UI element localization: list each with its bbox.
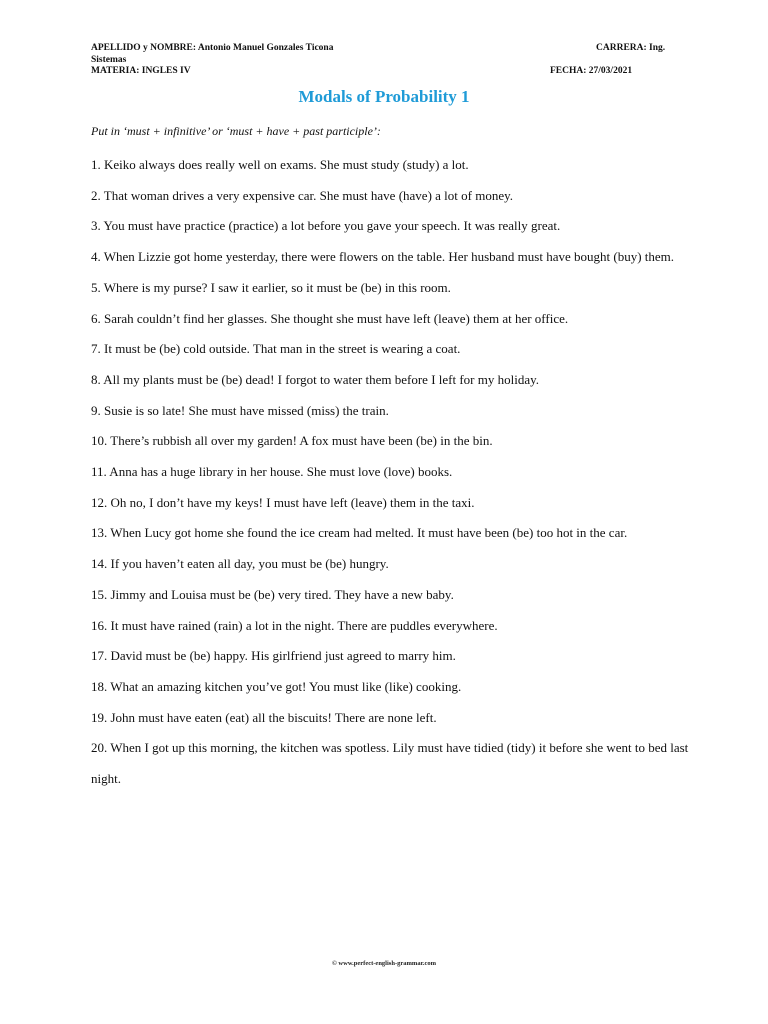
exercise-item: 5. Where is my purse? I saw it earlier, so it must be (be) in this room.	[91, 279, 451, 295]
exercise-item: 16. It must have rained (rain) a lot in the night. There are puddles everywhere.	[91, 617, 498, 633]
date-label: FECHA: 27/03/2021	[550, 66, 633, 76]
exercise-item: 6. Sarah couldn’t find her glasses. She thought she must have left (leave) them at her office.	[91, 310, 569, 326]
student-name: APELLIDO y NOMBRE: Antonio Manuel Gonzales Ticona	[91, 43, 334, 53]
exercise-item: 19. John must have eaten (eat) all the biscuits! There are none left.	[91, 709, 437, 725]
exercise-item: 18. What an amazing kitchen you’ve got! You must like (like) cooking.	[91, 678, 462, 694]
exercise-item: 1. Keiko always does really well on exams. She must study (study) a lot.	[91, 157, 469, 172]
exercise-item: 3. You must have practice (practice) a lot before you gave your speech. It was really great.	[91, 218, 561, 234]
exercise-item: 11. Anna has a huge library in her house. She must love (love) books.	[91, 464, 453, 480]
career-label: CARRERA: Ing.	[596, 43, 666, 53]
exercise-item: 13. When Lucy got home she found the ice cream had melted. It must have been (be) too hot in the car.	[91, 525, 628, 541]
copyright-footer: © www.perfect-english-grammar.com	[331, 960, 437, 967]
page-title: Modals of Probability 1	[298, 87, 470, 106]
exercise-item: 8. All my plants must be (be) dead! I forgot to water them before I left for my holiday.	[91, 371, 540, 387]
exercise-item: 14. If you haven’t eaten all day, you must be (be) hungry.	[91, 556, 389, 572]
exercise-item: 9. Susie is so late! She must have missed (miss) the train.	[91, 402, 389, 418]
exercise-list	[91, 150, 701, 795]
exercise-item: 20. When I got up this morning, the kitchen was spotless. Lily must have tidied (tidy) it before she went to bed last night.	[91, 740, 689, 787]
exercise-item: 7. It must be (be) cold outside. That man in the street is wearing a coat.	[91, 341, 461, 357]
exercise-item: 17. David must be (be) happy. His girlfriend just agreed to marry him.	[91, 648, 456, 664]
subject-label: MATERIA: INGLES IV	[91, 66, 191, 76]
exercise-item: 10. There’s rubbish all over my garden! A fox must have been (be) in the bin.	[91, 433, 493, 449]
exercise-item: 2. That woman drives a very expensive car. She must have (have) a lot of money.	[91, 187, 514, 203]
exercise-item: 15. Jimmy and Louisa must be (be) very tired. They have a new baby.	[91, 586, 454, 602]
career-continuation: Sistemas	[91, 55, 127, 65]
exercise-item: 12. Oh no, I don’t have my keys! I must have left (leave) them in the taxi.	[91, 494, 475, 510]
instructions: Put in ‘must + infinitive’ or ‘must + have + past participle’:	[91, 124, 381, 138]
exercise-item: 4. When Lizzie got home yesterday, there were flowers on the table. Her husband must have bought (buy) them.	[91, 249, 675, 265]
